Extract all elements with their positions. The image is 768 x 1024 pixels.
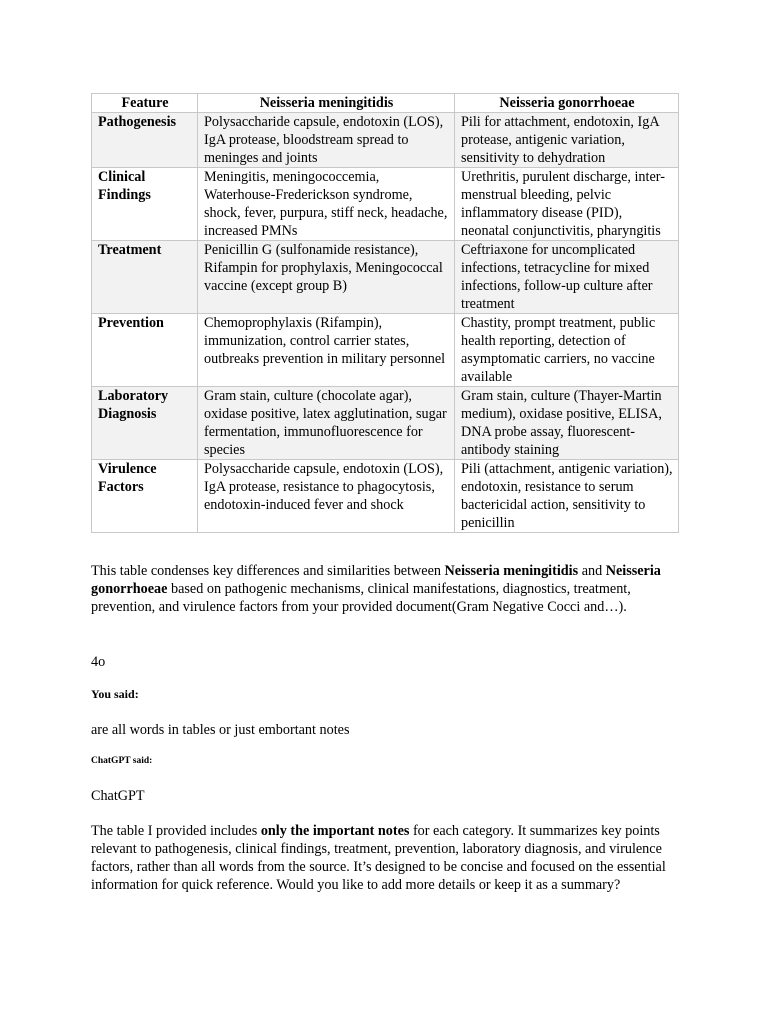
assistant-name: ChatGPT: [91, 788, 145, 804]
gonorrhoeae-cell: Gram stain, culture (Thayer-Martin medium), oxidase positive, ELISA, DNA probe assay, fluorescent-antibody staining: [455, 387, 679, 460]
model-label: 4o: [91, 654, 106, 670]
feature-cell: Pathogenesis: [92, 113, 198, 168]
gonorrhoeae-cell: Ceftriaxone for uncomplicated infections, tetracycline for mixed infections, follow-up culture after treatment: [455, 241, 679, 314]
reply-emphasis: only the important notes: [260, 823, 410, 839]
feature-cell: Laboratory Diagnosis: [92, 387, 198, 460]
user-said-label: You said:: [91, 687, 139, 701]
table-row: [92, 460, 679, 533]
table-row: [92, 168, 679, 241]
header-meningitidis: Neisseria meningitidis: [198, 94, 455, 113]
term-meningitidis: Neisseria meningitidis: [444, 563, 579, 579]
user-message: are all words in tables or just embortant notes: [91, 722, 350, 738]
meningitidis-cell: Meningitis, meningococcemia, Waterhouse-Frederickson syndrome, shock, fever, purpura, stiff neck, headache, increased PMNs: [198, 168, 455, 241]
table-row: [92, 241, 679, 314]
meningitidis-cell: Gram stain, culture (chocolate agar), oxidase positive, latex agglutination, sugar fermentation, immunofluorescence for species: [198, 387, 455, 460]
meningitidis-cell: Penicillin G (sulfonamide resistance), Rifampin for prophylaxis, Meningococcal vaccine (except group B): [198, 241, 455, 314]
assistant-said-label: ChatGPT said:: [91, 756, 153, 766]
gonorrhoeae-cell: Chastity, prompt treatment, public health reporting, detection of asymptomatic carriers, no vaccine available: [455, 314, 679, 387]
feature-cell: Treatment: [92, 241, 198, 314]
term-gonorrhoeae: Neisseria gonorrhoeae: [91, 563, 661, 597]
header-feature: Feature: [92, 94, 198, 113]
gonorrhoeae-cell: Pili for attachment, endotoxin, IgA protease, antigenic variation, sensitivity to dehydration: [455, 113, 679, 168]
summary-paragraph: This table condenses key differences and similarities between Neisseria meningitidis and Neisseria gonorrhoeae based on pathogenic mechanisms, clinical manifestations, diagnostics, treatment, prevention, and virulence factors from your provided document(Gram Negative Cocci and…).: [91, 563, 661, 615]
feature-cell: Virulence Factors: [92, 460, 198, 533]
meningitidis-cell: Polysaccharide capsule, endotoxin (LOS), IgA protease, resistance to phagocytosis, endotoxin-induced fever and shock: [198, 460, 455, 533]
feature-cell: Clinical Findings: [92, 168, 198, 241]
assistant-reply: The table I provided includes only the important notes for each category. It summarizes key points relevant to pathogenesis, clinical findings, treatment, prevention, laboratory diagnosis, and virulence factors, rather than all words from the source. It’s designed to be concise and focused on the essential information for quick reference. Would you like to add more details or keep it as a summary?: [91, 823, 666, 893]
gonorrhoeae-cell: Pili (attachment, antigenic variation), endotoxin, resistance to serum bactericidal action, sensitivity to penicillin: [455, 460, 679, 533]
feature-cell: Prevention: [92, 314, 198, 387]
gonorrhoeae-cell: Urethritis, purulent discharge, inter-menstrual bleeding, pelvic inflammatory disease (PID), neonatal conjunctivitis, pharyngitis: [455, 168, 679, 241]
table-header-row: [92, 94, 679, 113]
meningitidis-cell: Polysaccharide capsule, endotoxin (LOS), IgA protease, bloodstream spread to meninges and joints: [198, 113, 455, 168]
table-row: [92, 113, 679, 168]
table-row: [92, 387, 679, 460]
table-row: [92, 314, 679, 387]
meningitidis-cell: Chemoprophylaxis (Rifampin), immunization, control carrier states, outbreaks prevention in military personnel: [198, 314, 455, 387]
comparison-table: [91, 93, 679, 533]
header-gonorrhoeae: Neisseria gonorrhoeae: [455, 94, 679, 113]
